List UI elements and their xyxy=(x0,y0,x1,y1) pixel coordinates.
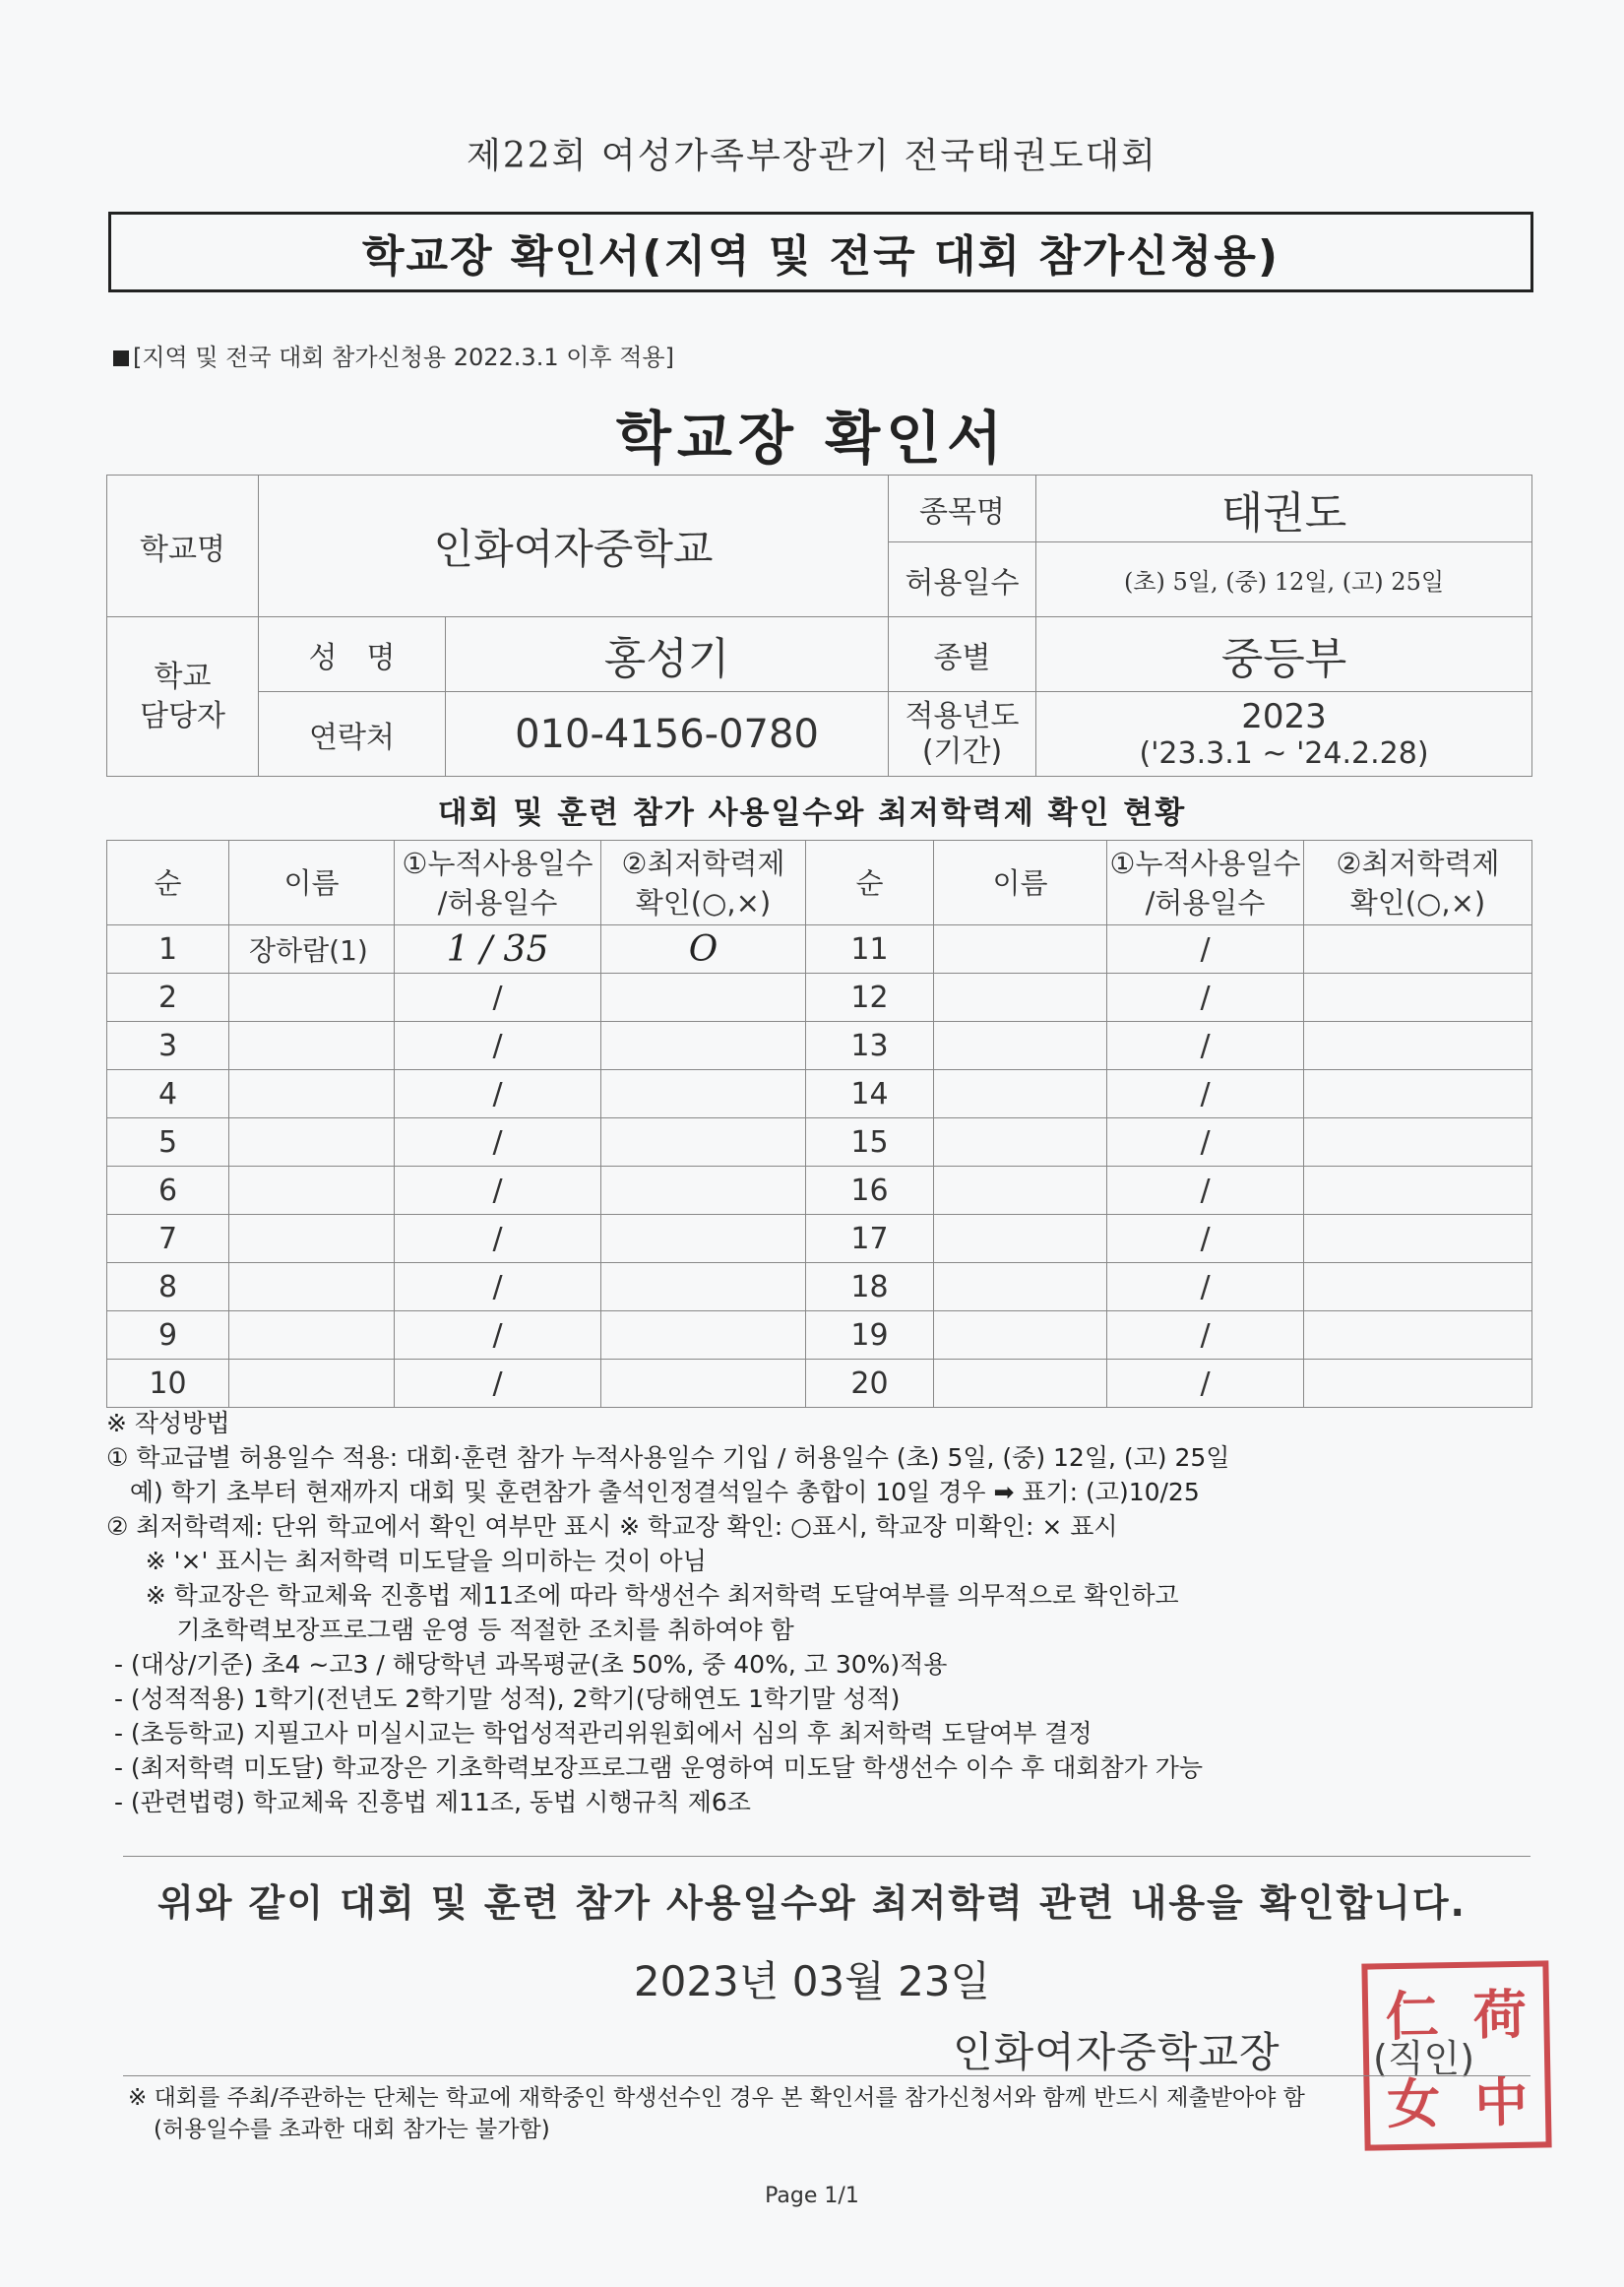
athlete-name xyxy=(229,1215,395,1263)
division-value: 중등부 xyxy=(1036,617,1532,692)
seal-glyph: 女 xyxy=(1386,2072,1441,2136)
athlete-name xyxy=(229,1263,395,1311)
school-name: 인화여자중학교 xyxy=(259,476,889,617)
athlete-name xyxy=(934,1022,1107,1070)
header-name: 이름 xyxy=(229,841,395,925)
academic-check xyxy=(1304,1167,1532,1215)
academic-check xyxy=(1304,1360,1532,1408)
method-line: - (초등학교) 지필고사 미실시교는 학업성적관리위원회에서 심의 후 최저학력 도달여부 결정 xyxy=(106,1719,1093,1747)
table-row xyxy=(107,1022,1532,1070)
days-used: 1 / 35 xyxy=(395,925,601,974)
academic-check xyxy=(1304,1263,1532,1311)
academic-check xyxy=(601,1311,806,1360)
athlete-name xyxy=(934,1118,1107,1167)
method-line: 예) 학기 초부터 현재까지 대회 및 훈련참가 출석인정결석일수 총합이 10일 경우 ➡ 표기: (고)10/25 xyxy=(106,1478,1200,1506)
event-title: 제22회 여성가족부장관기 전국태권도대회 xyxy=(467,136,1157,176)
square-bullet-icon xyxy=(113,350,129,366)
header-academic: ②최저학력제 확인(○,×) xyxy=(1304,841,1532,925)
school-seal xyxy=(1361,1960,1551,2150)
header-name: 이름 xyxy=(934,841,1107,925)
row-number: 16 xyxy=(806,1167,934,1215)
form-title: 학교장 확인서(지역 및 전국 대회 참가신청용) xyxy=(108,212,1533,292)
row-number: 13 xyxy=(806,1022,934,1070)
allowed-days-label: 허용일수 xyxy=(889,542,1036,617)
academic-check xyxy=(601,1070,806,1118)
academic-check xyxy=(1304,925,1532,974)
days-used: / xyxy=(395,1360,601,1408)
days-used: / xyxy=(1107,974,1304,1022)
page-number: Page 1/1 xyxy=(765,2184,859,2208)
contact-label: 연락처 xyxy=(259,692,446,777)
row-number: 19 xyxy=(806,1311,934,1360)
table-row xyxy=(107,1311,1532,1360)
seal-glyph: 中 xyxy=(1473,2070,1529,2134)
table-row xyxy=(107,1215,1532,1263)
athlete-name xyxy=(229,1118,395,1167)
header-no: 순 xyxy=(806,841,934,925)
athlete-name xyxy=(934,925,1107,974)
school-info-table xyxy=(106,475,1532,777)
days-used: / xyxy=(1107,1022,1304,1070)
athlete-name xyxy=(229,1167,395,1215)
method-line: ② 최저학력제: 단위 학교에서 확인 여부만 표시 ※ 학교장 확인: ○표시, 학교장 미확인: × 표시 xyxy=(106,1512,1118,1541)
row-number: 20 xyxy=(806,1360,934,1408)
days-used: / xyxy=(1107,1263,1304,1311)
table-row xyxy=(107,1070,1532,1118)
writing-method xyxy=(106,1406,1543,1819)
method-line: - (최저학력 미도달) 학교장은 기초학력보장프로그램 운영하여 미도달 학생선수 이수 후 대회참가 가능 xyxy=(106,1753,1204,1782)
academic-check xyxy=(601,1360,806,1408)
school-label: 학교명 xyxy=(107,476,259,617)
footnote-line: (허용일수를 초과한 대회 참가는 불가함) xyxy=(154,2117,550,2142)
divider xyxy=(123,1856,1530,1857)
footnote-line: ※ 대회를 주최/주관하는 단체는 학교에 재학중인 학생선수인 경우 본 확인서를 참가신청서와 함께 반드시 제출받아야 함 xyxy=(128,2085,1305,2111)
athlete-name xyxy=(934,1070,1107,1118)
seal-glyph: 荷 xyxy=(1472,1983,1528,2047)
method-line: - (성적적용) 1학기(전년도 2학기말 성적), 2학기(당해연도 1학기말 성적) xyxy=(106,1684,901,1713)
row-number: 9 xyxy=(107,1311,229,1360)
athlete-name xyxy=(934,1215,1107,1263)
academic-check xyxy=(1304,1118,1532,1167)
confirmation-date: 2023년 03월 23일 xyxy=(633,1957,991,2005)
header-no: 순 xyxy=(107,841,229,925)
period-value: ('23.3.1 ~ '24.2.28) xyxy=(1139,736,1429,771)
academic-check xyxy=(1304,974,1532,1022)
sport-label: 종목명 xyxy=(889,476,1036,542)
academic-check xyxy=(601,1022,806,1070)
days-used: / xyxy=(395,1070,601,1118)
year-label: 적용년도 (기간) xyxy=(889,692,1036,777)
academic-check xyxy=(601,1167,806,1215)
row-number: 12 xyxy=(806,974,934,1022)
table-row xyxy=(107,974,1532,1022)
athlete-name: 장하람(1) xyxy=(229,925,395,974)
academic-check xyxy=(1304,1215,1532,1263)
row-number: 2 xyxy=(107,974,229,1022)
seal-label: (직인) xyxy=(1373,2037,1475,2080)
days-used: / xyxy=(395,1118,601,1167)
method-line: ※ '×' 표시는 최저학력 미도달을 의미하는 것이 아님 xyxy=(106,1547,707,1575)
academic-check xyxy=(601,974,806,1022)
row-number: 6 xyxy=(107,1167,229,1215)
days-used: / xyxy=(1107,1070,1304,1118)
athlete-name xyxy=(934,1167,1107,1215)
status-table xyxy=(106,840,1532,1408)
athlete-name xyxy=(229,1070,395,1118)
days-used: / xyxy=(1107,1311,1304,1360)
footnote xyxy=(128,2082,1305,2145)
athlete-name xyxy=(934,1311,1107,1360)
method-line: ① 학교급별 허용일수 적용: 대회·훈련 참가 누적사용일수 기입 / 허용일수 (초) 5일, (중) 12일, (고) 25일 xyxy=(106,1443,1230,1472)
athlete-name xyxy=(229,974,395,1022)
sport-name: 태권도 xyxy=(1036,476,1532,542)
athlete-name xyxy=(934,974,1107,1022)
athlete-name xyxy=(934,1360,1107,1408)
academic-check xyxy=(1304,1070,1532,1118)
row-number: 17 xyxy=(806,1215,934,1263)
contact-value: 010-4156-0780 xyxy=(446,692,889,777)
academic-check xyxy=(601,1263,806,1311)
row-number: 18 xyxy=(806,1263,934,1311)
method-line: - (대상/기준) 초4 ~고3 / 해당학년 과목평균(초 50%, 중 40%, 고 30%)적용 xyxy=(106,1650,948,1679)
row-number: 11 xyxy=(806,925,934,974)
method-line: ※ 학교장은 학교체육 진흥법 제11조에 따라 학생선수 최저학력 도달여부를 의무적으로 확인하고 xyxy=(106,1581,1179,1610)
academic-check xyxy=(1304,1311,1532,1360)
days-used: / xyxy=(1107,1167,1304,1215)
row-number: 3 xyxy=(107,1022,229,1070)
days-used: / xyxy=(395,974,601,1022)
athlete-name xyxy=(229,1311,395,1360)
row-number: 15 xyxy=(806,1118,934,1167)
academic-check xyxy=(601,1215,806,1263)
athlete-name xyxy=(229,1022,395,1070)
header-days: ①누적사용일수 /허용일수 xyxy=(395,841,601,925)
allowed-days-value: (초) 5일, (중) 12일, (고) 25일 xyxy=(1036,542,1532,617)
table-row xyxy=(107,1118,1532,1167)
manager-name: 홍성기 xyxy=(446,617,889,692)
days-used: / xyxy=(395,1215,601,1263)
method-line: - (관련법령) 학교체육 진흥법 제11조, 동법 시행규칙 제6조 xyxy=(106,1788,751,1816)
table-row xyxy=(107,925,1532,974)
principal-name: 인화여자중학교장 xyxy=(953,2028,1280,2076)
name-label: 성 명 xyxy=(259,617,446,692)
applicability-note-text: [지역 및 전국 대회 참가신청용 2022.3.1 이후 적용] xyxy=(133,344,674,371)
row-number: 7 xyxy=(107,1215,229,1263)
table-row xyxy=(107,1360,1532,1408)
table-row xyxy=(107,1167,1532,1215)
days-used: / xyxy=(1107,925,1304,974)
days-used: / xyxy=(1107,1215,1304,1263)
days-used: / xyxy=(395,1167,601,1215)
row-number: 8 xyxy=(107,1263,229,1311)
row-number: 14 xyxy=(806,1070,934,1118)
academic-check xyxy=(601,1118,806,1167)
table-row xyxy=(107,1263,1532,1311)
row-number: 10 xyxy=(107,1360,229,1408)
header-academic: ②최저학력제 확인(○,×) xyxy=(601,841,806,925)
days-used: / xyxy=(1107,1360,1304,1408)
year-cell xyxy=(1036,692,1532,777)
days-used: / xyxy=(395,1022,601,1070)
method-line: ※ 작성방법 xyxy=(106,1409,230,1437)
status-title: 대회 및 훈련 참가 사용일수와 최저학력제 확인 현황 xyxy=(437,795,1187,831)
academic-check xyxy=(1304,1022,1532,1070)
division-label: 종별 xyxy=(889,617,1036,692)
manager-label: 학교 담당자 xyxy=(107,617,259,777)
applicability-note xyxy=(113,338,674,372)
confirmation-statement: 위와 같이 대회 및 훈련 참가 사용일수와 최저학력 관련 내용을 확인합니다. xyxy=(157,1881,1467,1925)
days-used: / xyxy=(395,1263,601,1311)
row-number: 1 xyxy=(107,925,229,974)
header-days: ①누적사용일수 /허용일수 xyxy=(1107,841,1304,925)
divider xyxy=(123,2075,1530,2076)
academic-check: O xyxy=(601,925,806,974)
row-number: 5 xyxy=(107,1118,229,1167)
row-number: 4 xyxy=(107,1070,229,1118)
year-value: 2023 xyxy=(1241,697,1327,736)
method-line: 기초학력보장프로그램 운영 등 적절한 조치를 취하여야 함 xyxy=(106,1616,794,1644)
days-used: / xyxy=(1107,1118,1304,1167)
athlete-name xyxy=(229,1360,395,1408)
seal-glyph: 仁 xyxy=(1385,1985,1440,2049)
athlete-name xyxy=(934,1263,1107,1311)
days-used: / xyxy=(395,1311,601,1360)
main-title: 학교장 확인서 xyxy=(615,405,1009,472)
